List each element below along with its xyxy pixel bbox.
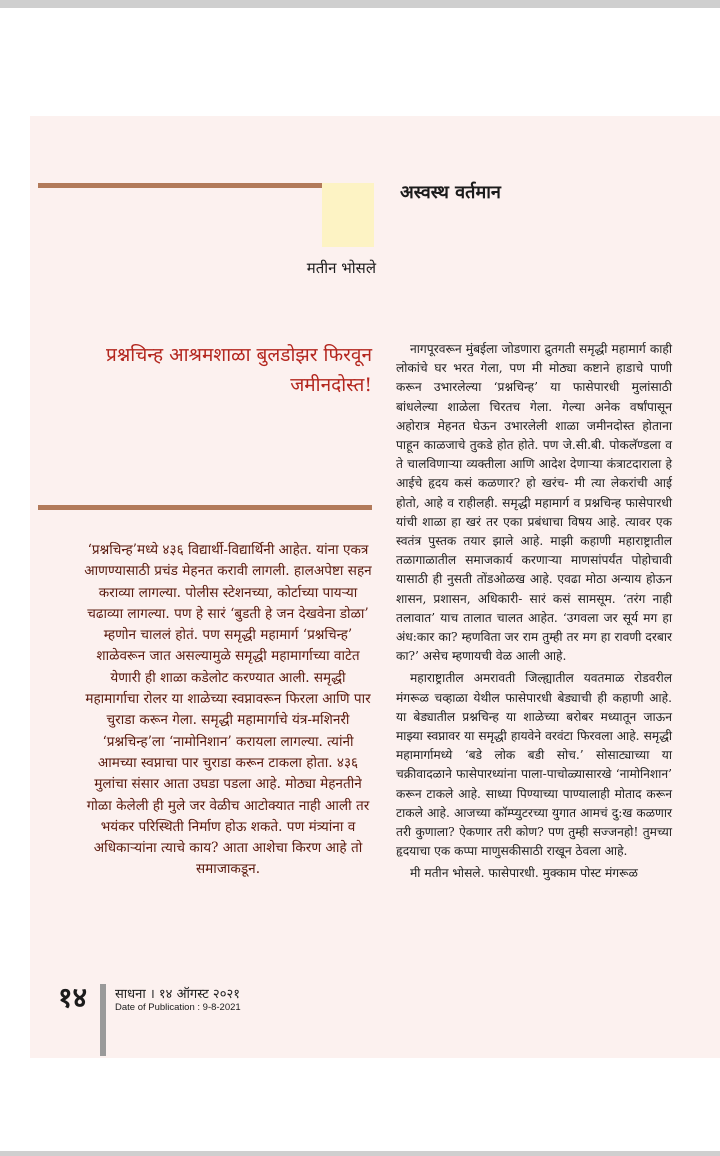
quote-divider-bar: [38, 505, 372, 510]
article-body: [396, 340, 672, 887]
pull-quote: [82, 540, 374, 881]
author-name: मतीन भोसले: [306, 259, 376, 277]
page-number: १४: [58, 981, 88, 1014]
publication-date: Date of Publication : 9-8-2021: [115, 1002, 241, 1013]
pull-quote-text: ‘प्रश्नचिन्ह’मध्ये ४३६ विद्यार्थी-विद्यार्थिनी आहेत. यांना एकत्र आणण्यासाठी प्रचंड मेहनत करावी लागली. हालअपेष्टा सहन कराव्या लागल्या. पोलीस स्टेशनच्या, कोर्टाच्या पायऱ्या चढाव्या लागल्या. पण हे सारं ‘बुडती हे जन देखवेना डोळा’ म्हणोन चाललं होतं. पण समृद्धी महामार्ग ‘प्रश्नचिन्ह’ शाळेवरून जात असल्यामुळे समृद्धी महामार्गाच्या वाटेत येणारी ही शाळा कडेलोट करण्यात आली. समृद्धी महामार्गाचा रोलर या शाळेच्या स्वप्नावरून फिरला आणि पार चुराडा करून गेला. समृद्धी महामार्गाचे यंत्र-मशिनरी ‘प्रश्नचिन्ह’ला ‘नामोनिशान’ करायला लागल्या. त्यांनी आमच्या स्वप्नाचा पार चुराडा करून टाकला होता. ४३६ मुलांचा संसार आता उघडा पडला आहे. मोठ्या मेहनतीने गोळा केलेली ही मुले जर वेळीच आटोक्यात नाही आली तर भयंकर परिस्थिती निर्माण होऊ शकते. पण मंत्र्यांना व अधिकाऱ्यांना त्याचे काय? आता आशेचा किरण आहे तो समाजाकडून.: [84, 542, 372, 878]
article-headline: प्रश्नचिन्ह आश्रमशाळा बुलडोझर फिरवून जमीनदोस्त!: [106, 344, 372, 396]
header-accent-box: [322, 183, 374, 247]
footer-divider-bar: [100, 984, 106, 1056]
top-divider: [0, 0, 720, 8]
bottom-divider: [0, 1151, 720, 1156]
section-title: अस्वस्थ वर्तमान: [400, 182, 501, 203]
body-paragraph-3: मी मतीन भोसले. फासेपारधी. मुक्काम पोस्ट मंगरूळ: [410, 866, 638, 881]
body-paragraph-1: नागपूरवरून मुंबईला जोडणारा द्रुतगती समृद्धी महामार्ग काही लोकांचे घर भरत गेला, पण मी मोठ्या कष्टाने हाडाचे पाणी करून उभारलेल्या ‘प्रश्नचिन्ह’ या फासेपारधी मुलांसाठी बांधलेल्या शाळेला चिरतच गेला. गेल्या अनेक वर्षांपासून अहोरात्र मेहनत घेऊन उभारलेली शाळा जमीनदोस्त होताना पाहून काळजाचे तुकडे होत होते. पण जे.सी.बी. पोकलॅण्डला व ते चालविणाऱ्या व्यक्तीला आणि आदेश देणाऱ्या कंत्राटदाराला हे आईचे हृदय कसं कळणार? हो खरंच- मी त्या लेकरांची आई होतो, आहे व राहीलही. समृद्धी महामार्ग व प्रश्नचिन्ह फासेपारधी यांची शाळा हा खरं तर एका प्रबंधाचा विषय आहे. त्यावर एक स्वतंत्र पुस्तक तयार झाले आहे. माझी कहाणी महाराष्ट्रातील तळागाळातील समाजकार्य करणाऱ्या माणसांपर्यंत पोहोचावी यासाठी ही नुसती तोंडओळख आहे. एवढा मोठा अन्याय होऊन शासन, प्रशासन, अधिकारी- सारं कसं सामसूम. ‘तरंग नाही तलावात’ याच तालात चालत आहेत. ‘उगवला जर सूर्य मग हा अंध:कार का? म्हणविता जर राम तुम्ही तर मग हा रावणी दरबार का?’ असेच म्हणायची वेळ आली आहे.: [396, 342, 672, 664]
issue-info: साधना । १४ ऑगस्ट २०२१: [115, 987, 240, 1002]
body-paragraph-2: महाराष्ट्रातील अमरावती जिल्ह्यातील यवतमाळ रोडवरील मंगरूळ चव्हाळा येथील फासेपारधी बेड्याची ही कहाणी आहे. या बेड्यातील प्रश्नचिन्ह या शाळेच्या बरोबर मध्यातून जाऊन माझ्या स्वप्नावर या समृद्धी हायवेने वरवंटा फिरवला आहे. समृद्धी महामार्गामध्ये ‘बडे लोक बडी सोच.’ सोसाट्याच्या या चक्रीवादळाने फासेपारध्यांना पाला-पाचोळ्यासारखे ‘नामोनिशान’ करून टाकले आहे. साध्या पिण्याच्या पाण्यालाही मोताद करून टाकले आहे. आजच्या कॉम्प्युटरच्या युगात आमचं दु:ख कळणार तरी कुणाला? ऐकणार तरी कोण? पण तुम्ही सज्जनहो! तुमच्या हृदयाचा एक कप्पा माणुसकीसाठी राखून ठेवला आहे.: [396, 671, 672, 859]
header-accent-bar: [38, 183, 366, 188]
